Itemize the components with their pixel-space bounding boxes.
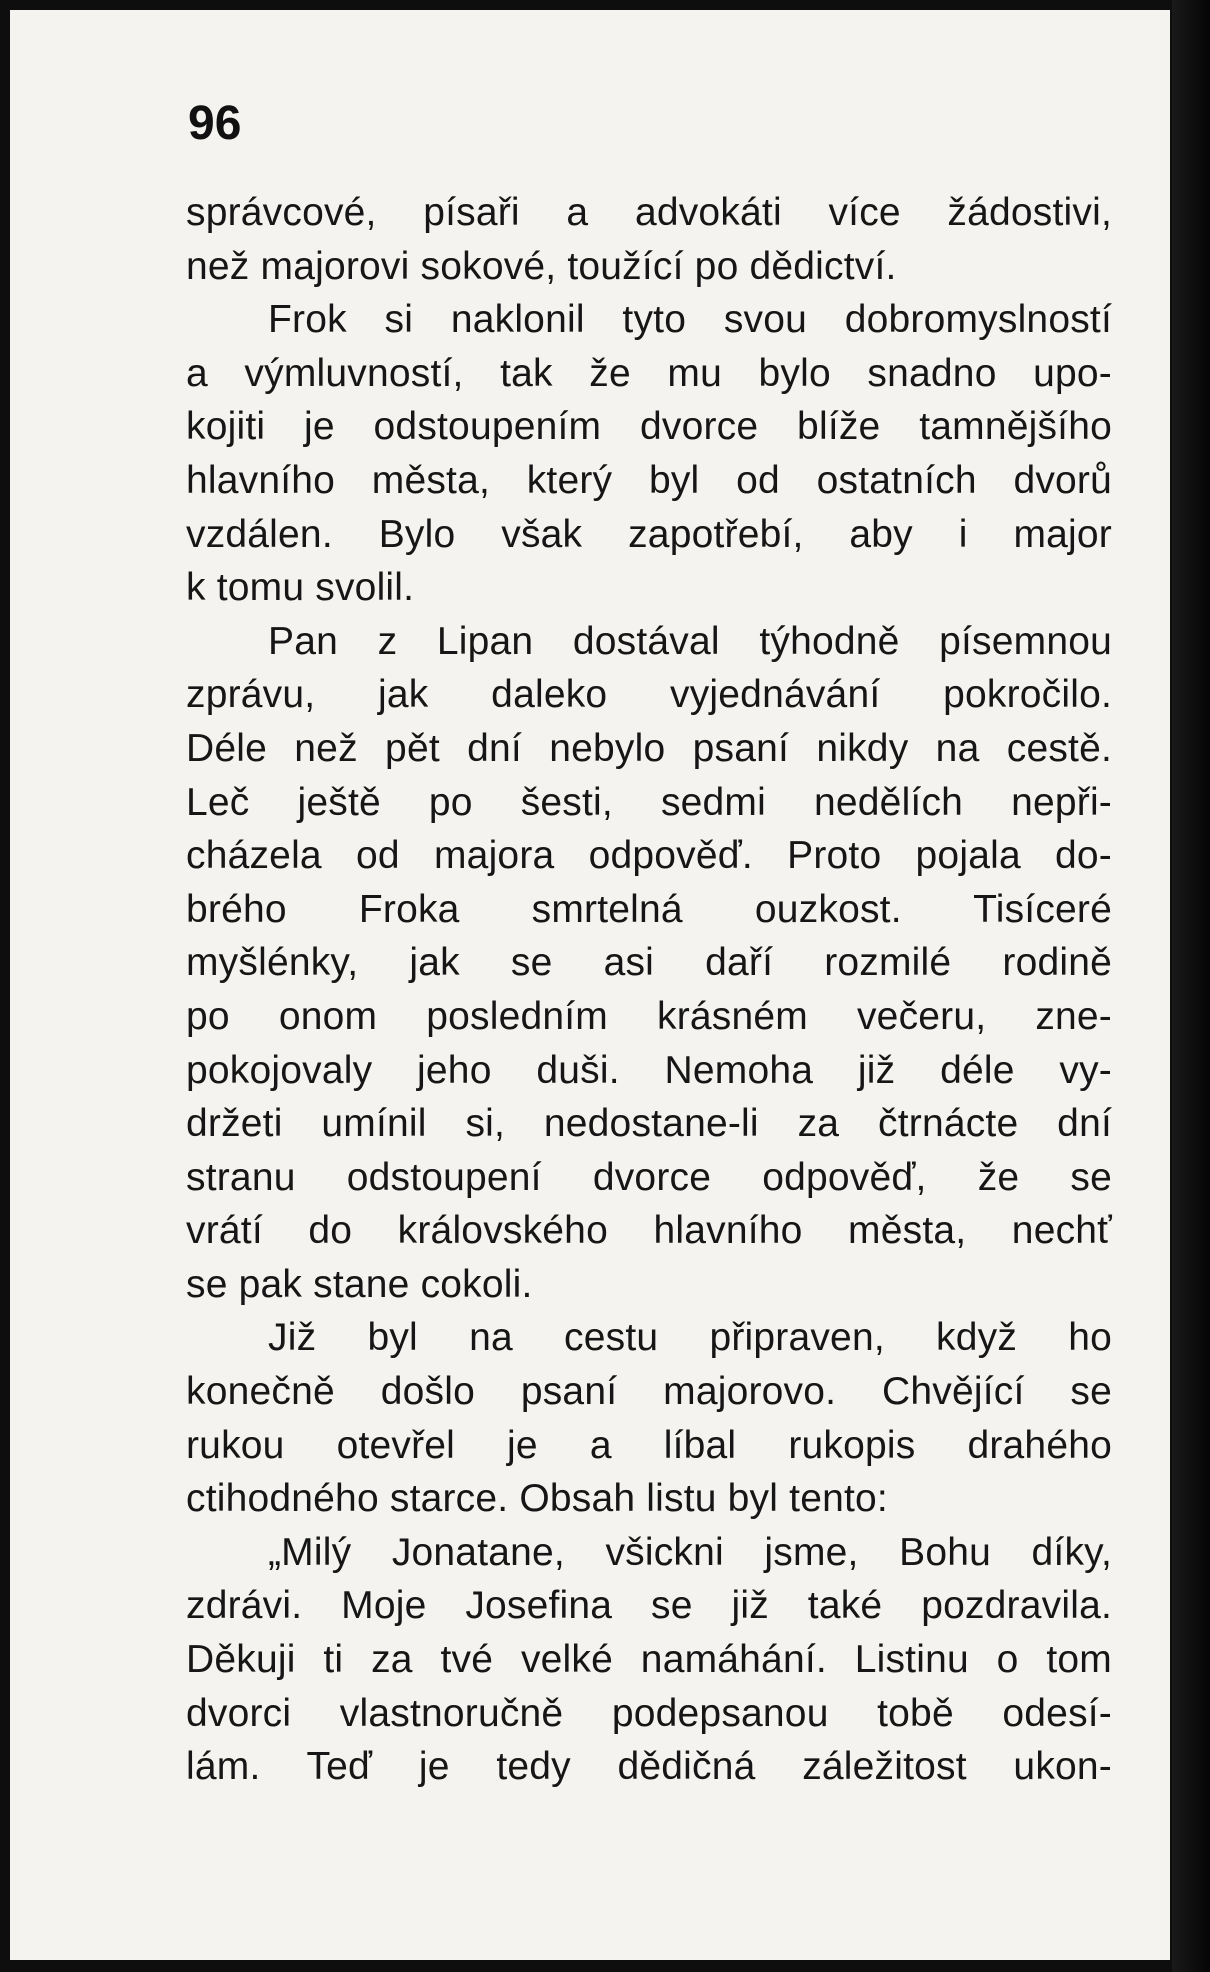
- body-text: [186, 186, 1112, 1794]
- text-line: myšlénky, jak se asi daří rozmilé rodině: [186, 941, 1112, 985]
- text-line: než majorovi sokové, toužící po dědictví.: [186, 244, 897, 288]
- text-line: brého Froka smrtelná ouzkost. Tisíceré: [186, 887, 1112, 931]
- paragraph: [186, 615, 1112, 1312]
- text-line: stranu odstoupení dvorce odpověď, že se: [186, 1155, 1112, 1199]
- text-line: ctihodného starce. Obsah listu byl tento:: [186, 1477, 888, 1521]
- text-line: se pak stane cokoli.: [186, 1262, 533, 1306]
- text-line: Frok si naklonil tyto svou dobromyslností: [268, 298, 1112, 342]
- text-line: konečně došlo psaní majorovo. Chvějící se: [186, 1370, 1112, 1414]
- text-line: Děkuji ti za tvé velké namáhání. Listinu o tom: [186, 1638, 1112, 1682]
- text-line: kojiti je odstoupením dvorce blíže tamnějšího: [186, 405, 1112, 449]
- paragraph: [186, 1311, 1112, 1525]
- book-spine-edge: [1172, 0, 1210, 1972]
- paragraph: [186, 186, 1112, 293]
- text-line: a výmluvností, tak že mu bylo snadno upo-: [186, 351, 1112, 395]
- book-page: [10, 10, 1170, 1960]
- text-line: vrátí do královského hlavního města, nechť: [186, 1209, 1112, 1253]
- text-line: pokojovaly jeho duši. Nemoha již déle vy-: [186, 1048, 1112, 1092]
- text-line: správcové, písaři a advokáti více žádostivi,: [186, 191, 1112, 234]
- page-number: 96: [188, 97, 242, 150]
- text-line: držeti umínil si, nedostane-li za čtrnácte dní: [186, 1102, 1112, 1146]
- text-line: vzdálen. Bylo však zapotřebí, aby i major: [186, 512, 1112, 556]
- text-line: Již byl na cestu připraven, když ho: [268, 1316, 1112, 1360]
- text-line: lám. Teď je tedy dědičná záležitost ukon-: [186, 1745, 1112, 1789]
- text-line: po onom posledním krásném večeru, zne-: [186, 994, 1112, 1038]
- text-line: Leč ještě po šesti, sedmi nedělích nepři-: [186, 780, 1112, 824]
- text-line: hlavního města, který byl od ostatních dvorů: [186, 458, 1112, 502]
- text-line: dvorci vlastnoručně podepsanou tobě odesí-: [186, 1691, 1112, 1735]
- text-line: k tomu svolil.: [186, 566, 415, 610]
- text-line: cházela od majora odpověď. Proto pojala do-: [186, 834, 1112, 878]
- text-line: Déle než pět dní nebylo psaní nikdy na cestě.: [186, 726, 1112, 770]
- text-line: zprávu, jak daleko vyjednávání pokročilo.: [186, 673, 1112, 717]
- paragraph: [186, 293, 1112, 615]
- text-line: zdrávi. Moje Josefina se již také pozdravila.: [186, 1584, 1112, 1628]
- paragraph: [186, 1526, 1112, 1794]
- text-line: Pan z Lipan dostával týhodně písemnou: [268, 619, 1112, 663]
- text-line: „Milý Jonatane, všickni jsme, Bohu díky,: [268, 1530, 1112, 1574]
- text-line: rukou otevřel je a líbal rukopis drahého: [186, 1423, 1112, 1467]
